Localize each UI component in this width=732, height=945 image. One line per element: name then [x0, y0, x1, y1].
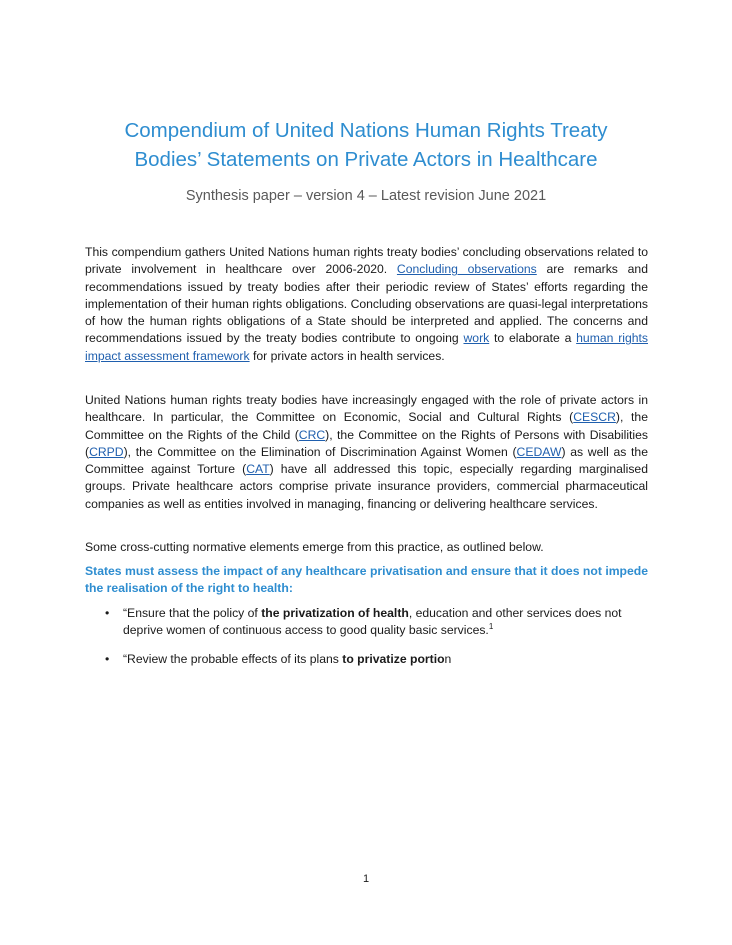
text-run: are remarks and recommendations issued by treaty bodies after their periodic review of States’ efforts regarding the implementation of their human rights obligations. Concluding observations are quasi-legal interpretations of how the human rights obligations of a State should be interpreted and applied. The concerns and recommendations issued by the treaty bodies contribute to ongoing	[85, 262, 648, 346]
document-title	[60, 116, 672, 174]
text-run: “Review the probable effects of its plans	[123, 651, 343, 666]
footnote-ref[interactable]: 1	[488, 622, 494, 632]
bold-text: the privatization of health	[261, 606, 409, 620]
crc-link[interactable]: CRC	[298, 427, 326, 442]
text-run: This compendium gathers United Nations human rights treaty bodies’ concluding observations related to private involvement in healthcare over 2006-2020.	[85, 245, 648, 277]
bold-text: to privatize portio	[342, 651, 445, 666]
bullet-icon: •	[105, 606, 110, 620]
cross-cutting-paragraph: Some cross-cutting normative elements emerge from this practice, as outlined below.	[85, 540, 544, 554]
title-line-2: Bodies’ Statements on Private Actors in Healthcare	[134, 148, 598, 171]
cat-link[interactable]: CAT	[246, 462, 270, 477]
treaty-bodies-paragraph	[85, 392, 648, 513]
text-run: “Ensure that the policy of	[123, 606, 262, 620]
bullet-list	[85, 605, 648, 679]
text-run: United Nations human rights treaty bodies have increasingly engaged with the role of private actors in healthcare. In particular, the Committee on Economic, Social and Cultural Rights (	[85, 393, 648, 425]
list-item	[85, 651, 648, 668]
page-number: 1	[362, 873, 370, 885]
text-run: ), the Committee on the Elimination of Discrimination Against Women (	[123, 444, 517, 459]
text-run: n	[444, 651, 452, 666]
text-run: ) have all addressed this topic, especially regarding marginalised groups. Private healthcare actors comprise private insurance providers, commercial pharmaceutical companies as well as entities involved in managing, financing or delivering healthcare services.	[85, 462, 648, 511]
crpd-link[interactable]: CRPD	[89, 444, 124, 459]
cedaw-link[interactable]: CEDAW	[516, 444, 562, 459]
text-run: ), the Committee on the Rights of Persons with Disabilities (	[85, 427, 648, 459]
cescr-link[interactable]: CESCR	[573, 410, 616, 425]
concluding-observations-link[interactable]: Concluding observations	[396, 262, 537, 277]
text-run: for private actors in health services.	[249, 348, 445, 363]
title-line-1: Compendium of United Nations Human Rights Treaty	[124, 119, 608, 142]
intro-paragraph	[85, 244, 648, 365]
text-run: to elaborate a	[489, 331, 577, 346]
list-item	[85, 605, 648, 640]
text-run: ) as well as the Committee against Torture (	[85, 444, 648, 477]
work-link[interactable]: work	[463, 331, 490, 346]
bullet-icon: •	[105, 651, 110, 666]
text-run: , education and other services does not deprive women of continuous access to good quality basic services.	[123, 606, 622, 638]
impact-assessment-framework-link[interactable]: human rights impact assessment framework	[85, 331, 648, 363]
text-run: ), the Committee on the Rights of the Child (	[85, 410, 648, 442]
document-subtitle: Synthesis paper – version 4 – Latest revision June 2021	[185, 188, 547, 204]
section-heading: States must assess the impact of any healthcare privatisation and ensure that it does not impede the realisation of the right to health:	[85, 564, 648, 596]
